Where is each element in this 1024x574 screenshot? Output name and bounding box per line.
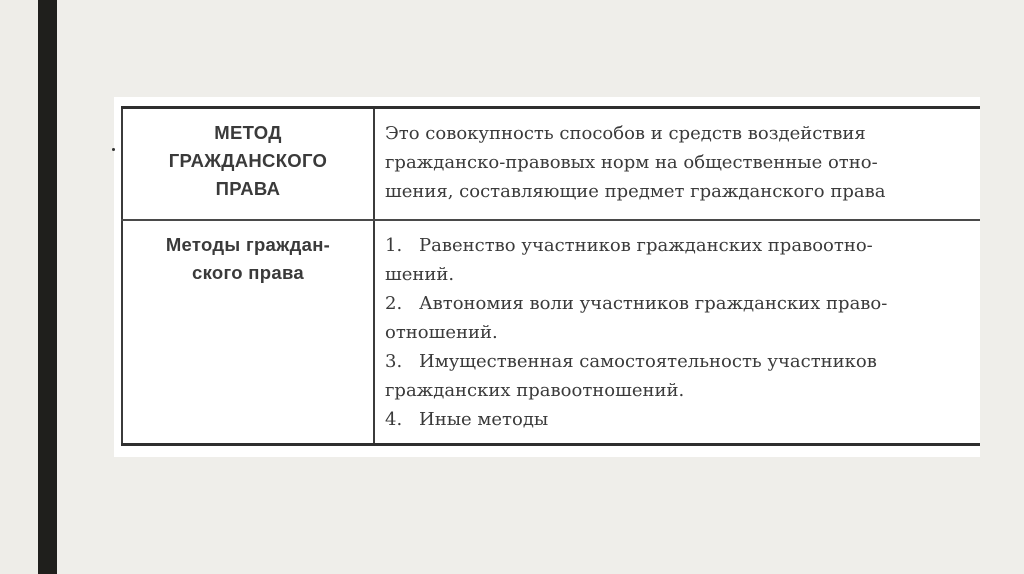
list-text: Имущественная самостоятельность участников [419, 351, 877, 372]
term-line: МЕТОД [214, 122, 282, 143]
list-item [385, 231, 974, 289]
list-item [385, 289, 974, 347]
table-row-methods [122, 220, 980, 445]
term-cell [122, 108, 374, 221]
list-item [385, 405, 974, 434]
list-text: отношений. [385, 322, 498, 343]
definition-line: гражданско-правовых норм на общественные отно- [385, 152, 878, 173]
definition-cell [374, 108, 980, 221]
methods-list-cell [374, 220, 980, 445]
definition-line: Это совокупность способов и средств воздействия [385, 123, 866, 144]
list-item [385, 347, 974, 405]
term-cell [122, 220, 374, 445]
list-number: 3. [385, 351, 403, 372]
list-text: Иные методы [419, 409, 549, 430]
table-row-method [122, 108, 980, 221]
list-text: шений. [385, 264, 455, 285]
list-number: 4. [385, 409, 403, 430]
definition-line: шения, составляющие предмет гражданского права [385, 181, 886, 202]
term-line: ГРАЖДАНСКОГО [168, 150, 328, 171]
list-text: гражданских правоотношений. [385, 380, 685, 401]
left-accent-bar [38, 0, 57, 574]
term-line: ского права [192, 262, 304, 283]
list-number: 2. [385, 293, 403, 314]
list-text: Равенство участников гражданских правоотно- [419, 235, 873, 256]
term-line: Методы граждан- [165, 234, 331, 255]
list-text: Автономия воли участников гражданских право- [419, 293, 888, 314]
term-line: ПРАВА [215, 178, 281, 199]
definition-table [121, 106, 980, 446]
list-number: 1. [385, 235, 403, 256]
bullet-dot [112, 148, 115, 151]
